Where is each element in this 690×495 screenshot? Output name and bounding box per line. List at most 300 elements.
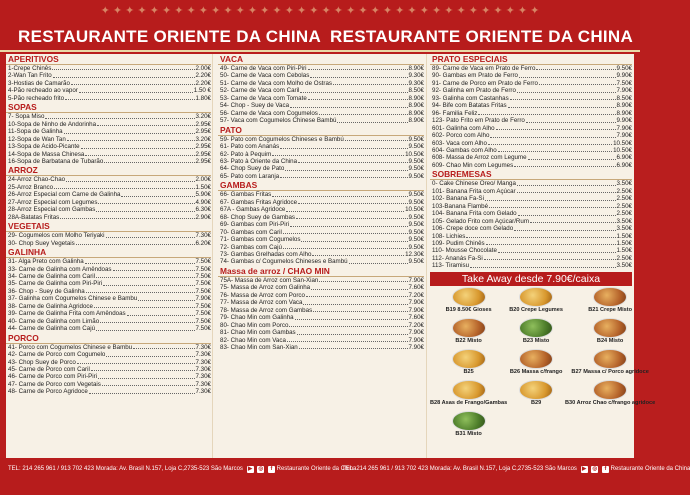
menu-item: [6, 344, 211, 351]
dot-leader: [466, 233, 615, 238]
item-price: 10.50€: [613, 139, 632, 147]
item-price: 9.50€: [408, 135, 424, 143]
item-name: 35- Carne de Galinha com Piri-Piri: [8, 280, 103, 288]
dot-leader: [337, 117, 407, 122]
item-price: 4.90€: [195, 198, 211, 206]
item-name: 54- Chop - Suey de Vaca: [220, 102, 290, 110]
menu-item: [430, 180, 632, 187]
menu-item: [6, 280, 211, 287]
instagram-icon[interactable]: ◎: [592, 466, 598, 472]
dot-leader: [113, 266, 195, 271]
item-name: 110- Mousse Chocolate: [432, 247, 497, 255]
dot-leader: [71, 80, 195, 85]
dot-leader: [539, 80, 616, 85]
item-price: 2.20€: [195, 79, 211, 87]
dot-leader: [536, 65, 615, 70]
item-name: 94- Bife com Batatas Fritas: [432, 102, 507, 110]
section-heading: APERITIVOS: [6, 55, 211, 65]
menu-item: [6, 65, 211, 72]
facebook-icon[interactable]: f: [268, 466, 275, 473]
item-price: 8.90€: [408, 94, 424, 102]
menu-item: [218, 110, 424, 117]
dot-leader: [66, 176, 194, 181]
dot-leader: [489, 203, 615, 208]
item-price: 1.50 €: [193, 87, 211, 95]
item-price: 2.50€: [616, 210, 632, 218]
youtube-icon[interactable]: ▶: [581, 466, 587, 472]
menu-item: [218, 221, 424, 228]
dot-leader: [301, 236, 407, 241]
dot-leader: [102, 381, 195, 386]
item-name: 73- Gambas Grelhadas com Alho: [220, 250, 312, 258]
photo-caption: B30 Arroz Chao c/frango agridoce: [565, 399, 656, 406]
menu-item: [430, 210, 632, 217]
dot-leader: [127, 310, 195, 315]
item-price: 1.50€: [616, 239, 632, 247]
dot-leader: [81, 143, 195, 148]
item-price: 3.50€: [616, 180, 632, 188]
item-name: 25-Arroz Branco: [8, 183, 54, 191]
dot-leader: [290, 221, 407, 226]
dot-leader: [349, 258, 408, 263]
item-name: 68- Chop Suey de Gambas: [220, 213, 295, 221]
takeaway-photo: [509, 287, 563, 317]
dot-leader: [498, 247, 616, 252]
item-price: 8.90€: [408, 65, 424, 72]
contact-text: TEL: 214 265 961 / 913 702 423 Morada: Av. Brasil N.157, Loja C,2735-523 São Marcos: [342, 466, 577, 472]
menu-item: [6, 388, 211, 395]
dot-leader: [299, 344, 408, 349]
item-name: 45- Carne de Porco com Caril: [8, 365, 90, 373]
item-name: 26-Arroz Especial com Carne de Galinha: [8, 191, 121, 199]
menu-item: [430, 72, 632, 79]
item-price: 7.20€: [408, 321, 424, 329]
menu-item: [6, 359, 211, 366]
item-price: 7.90€: [408, 329, 424, 337]
takeaway-photo: [430, 287, 507, 317]
dot-leader: [478, 110, 615, 115]
item-name: 67A - Gambas Agridoce: [220, 206, 286, 214]
item-name: 16-Sopa de Barbatana de Tubarão: [8, 157, 104, 165]
dot-leader: [94, 303, 195, 308]
section-heading: Massa de arroz / CHAO MIN: [218, 267, 424, 277]
food-image: [519, 380, 553, 400]
item-price: 7.90€: [408, 306, 424, 314]
item-name: 33- Carne de Galinha com Amêndoas: [8, 265, 112, 273]
item-price: 8.90€: [408, 117, 424, 125]
dot-leader: [488, 140, 612, 145]
item-name: 37- Galinha com Cogumelos Chinese e Bambu: [8, 295, 138, 303]
menu-item: [430, 125, 632, 132]
item-price: 7.90€: [408, 299, 424, 307]
item-price: 2.95€: [195, 157, 211, 165]
dot-leader: [67, 136, 195, 141]
photo-caption: B23 Misto: [522, 337, 550, 344]
item-price: 1.50€: [616, 232, 632, 240]
menu-item: [6, 151, 211, 158]
item-name: 40- Carne de Galinha com Limão: [8, 317, 100, 325]
dot-leader: [272, 191, 407, 196]
item-name: 67- Gambas Fritas Agridoce: [220, 198, 298, 206]
dot-leader: [85, 151, 194, 156]
dot-leader: [96, 325, 195, 330]
dot-leader: [280, 143, 407, 148]
header: [0, 0, 640, 52]
food-image: [519, 318, 553, 338]
item-price: 7.50€: [195, 310, 211, 318]
item-price: 9.50€: [616, 65, 632, 72]
item-name: 75A- Massa de Arroz com San-Xian: [220, 276, 319, 284]
item-price: 9.50€: [408, 165, 424, 173]
facebook-icon[interactable]: f: [602, 466, 609, 473]
item-price: 9.50€: [408, 236, 424, 244]
item-name: 608- Massa de Arroz com Legume: [432, 154, 527, 162]
item-price: 8.90€: [616, 109, 632, 117]
takeaway-photo: [430, 411, 507, 441]
item-name: 42- Carne de Porco com Cogumelo: [8, 351, 106, 359]
dot-leader: [79, 87, 193, 92]
item-name: 92- Galinha em Prato de Ferro: [432, 87, 516, 95]
item-price: 2.95€: [195, 120, 211, 128]
item-price: 7.50€: [195, 325, 211, 333]
menu-item: [6, 143, 211, 150]
menu-item: [6, 158, 211, 165]
item-price: 9.90€: [616, 72, 632, 80]
item-price: 7.50€: [195, 302, 211, 310]
item-name: 1-Crepe Chinês: [8, 65, 52, 72]
food-image: [452, 349, 486, 369]
item-name: 104- Banana Frita com Gelado: [432, 210, 517, 218]
menu-item: [218, 136, 424, 143]
dot-leader: [295, 314, 408, 319]
menu-item: [6, 87, 211, 94]
menu-item: [218, 158, 424, 165]
photo-caption: B29: [530, 399, 542, 406]
menu-page: [6, 54, 656, 458]
item-price: 7.30€: [195, 373, 211, 381]
menu-item: [6, 199, 211, 206]
menu-column-left: [6, 54, 211, 396]
item-name: 93- Galinha com Castanhas: [432, 94, 509, 102]
dot-leader: [65, 95, 194, 100]
item-name: 30- Chop Suey Vegetais: [8, 239, 75, 247]
youtube-icon[interactable]: ▶: [247, 466, 253, 472]
dot-leader: [285, 165, 407, 170]
menu-item: [6, 366, 211, 373]
menu-item: [6, 266, 211, 273]
section-heading: PATO: [218, 126, 424, 136]
item-name: 89- Carne de Vaca em Prato de Ferro: [432, 65, 536, 72]
item-price: 6.20€: [195, 239, 211, 247]
item-name: 106- Crepe doce com Gelado: [432, 225, 514, 233]
item-price: 7.30€: [195, 388, 211, 396]
dot-leader: [496, 125, 616, 130]
menu-item: [218, 214, 424, 221]
item-price: 7.50€: [195, 258, 211, 266]
item-name: 0- Cake Chinese Oreo/ Manga: [432, 180, 516, 188]
item-name: 604- Gambas com Alho: [432, 146, 497, 154]
menu-item: [430, 233, 632, 240]
dot-leader: [296, 214, 408, 219]
menu-item: [430, 102, 632, 109]
item-name: 62- Pato à Pequim: [220, 150, 272, 158]
menu-item: [6, 295, 211, 302]
footer-contact-right: [342, 466, 690, 473]
item-price: 2.20€: [195, 72, 211, 80]
dot-leader: [77, 359, 195, 364]
menu-item: [430, 132, 632, 139]
menu-item: [218, 229, 424, 236]
item-price: 2.50€: [616, 187, 632, 195]
item-name: 70- Gambas com Caril: [220, 228, 282, 236]
dot-leader: [517, 188, 616, 193]
item-price: 9.50€: [408, 143, 424, 151]
item-name: 7- Sopa Miso: [8, 113, 45, 121]
item-price: 3.50€: [616, 217, 632, 225]
item-name: 38- Carne de Galinha Agridoce: [8, 302, 93, 310]
dot-leader: [100, 318, 194, 323]
item-price: 7.90€: [195, 295, 211, 303]
section-heading: GALINHA: [6, 248, 211, 258]
item-name: 59- Pato com Cogumelos Chineses e Bambú: [220, 135, 344, 143]
dot-leader: [60, 214, 194, 219]
takeaway-photo: [509, 318, 563, 348]
item-name: 46- Carne de Porco com Piri-Piri: [8, 373, 98, 381]
dot-leader: [286, 206, 404, 211]
item-name: 44- Carne de Galinha com Cajú: [8, 325, 96, 333]
menu-item: [6, 206, 211, 213]
item-price: 9.50€: [408, 213, 424, 221]
menu-item: [6, 240, 211, 247]
item-price: 8.90€: [408, 102, 424, 110]
menu-item: [6, 121, 211, 128]
food-image: [452, 411, 486, 431]
item-name: 83- Chao Min com San-Xian: [220, 343, 298, 351]
item-name: 10-Sopa de Ninho de Andorinha: [8, 120, 97, 128]
dot-leader: [98, 199, 194, 204]
menu-item: [218, 87, 424, 94]
food-image: [593, 349, 627, 369]
item-name: 47- Carne de Porco com Vegetais: [8, 380, 101, 388]
item-price: 9.50€: [408, 221, 424, 229]
dot-leader: [290, 102, 407, 107]
item-price: 7.60€: [408, 284, 424, 292]
item-name: 112- Ananás Fa-Si: [432, 254, 483, 262]
section-heading: VEGETAIS: [6, 222, 211, 232]
food-image: [593, 318, 627, 338]
photo-caption: B24 Misto: [596, 337, 624, 344]
menu-item: [430, 110, 632, 117]
dot-leader: [319, 277, 407, 282]
section-heading: SOBREMESAS: [430, 170, 632, 180]
menu-item: [6, 72, 211, 79]
ornament-border: ✦ ✦ ✦ ✦ ✦ ✦ ✦ ✦ ✦ ✦ ✦ ✦ ✦ ✦ ✦ ✦ ✦ ✦ ✦ ✦ ✦ ✦ ✦ ✦ ✦ ✦ ✦ ✦ ✦ ✦ ✦ ✦ ✦ ✦ ✦ ✦: [100, 5, 540, 17]
social-handle: Restaurante Oriente da China: [276, 466, 357, 472]
menu-item: [6, 381, 211, 388]
menu-item: [218, 72, 424, 79]
dot-leader: [514, 225, 615, 230]
item-price: 7.50€: [195, 317, 211, 325]
dot-leader: [45, 113, 194, 118]
item-price: 3.20€: [195, 113, 211, 121]
dot-leader: [519, 72, 616, 77]
dot-leader: [297, 329, 408, 334]
photo-caption: B28 Asas de Frango/Gambas: [430, 399, 508, 406]
item-name: 53- Carne de Vaca com Tomate: [220, 94, 307, 102]
item-name: 75- Massa de Arroz com Galinha: [220, 284, 311, 292]
menu-item: [430, 247, 632, 254]
item-price: 7.50€: [195, 280, 211, 288]
item-price: 9.50€: [408, 191, 424, 199]
item-name: 74- Gambas c/ Cogumelos Chineses e Bambú: [220, 258, 348, 266]
item-price: 9.30€: [408, 72, 424, 80]
dot-leader: [313, 307, 407, 312]
item-price: 7.50€: [195, 272, 211, 280]
item-price: 7.30€: [195, 380, 211, 388]
item-name: 14-Sopa de Massa Chinesa: [8, 150, 85, 158]
menu-item: [218, 277, 424, 284]
menu-item: [430, 195, 632, 202]
menu-item: [6, 95, 211, 102]
dot-leader: [526, 117, 616, 122]
dot-leader: [300, 87, 407, 92]
item-name: 41- Porco com Cogumelos Chinese e Bambu: [8, 343, 133, 351]
item-price: 7.50€: [616, 79, 632, 87]
item-price: 2.90€: [195, 213, 211, 221]
item-name: 52- Carne de Vaca com Caril: [220, 87, 300, 95]
dot-leader: [280, 173, 407, 178]
menu-item: [430, 65, 632, 72]
item-price: 5.90€: [195, 191, 211, 199]
menu-item: [430, 218, 632, 225]
food-image: [452, 287, 486, 307]
dot-leader: [311, 284, 407, 289]
item-name: 103-Banana Flambé: [432, 202, 489, 210]
food-image: [452, 380, 486, 400]
takeaway-photo: [565, 349, 655, 379]
instagram-icon[interactable]: ◎: [258, 466, 264, 472]
menu-item: [430, 240, 632, 247]
menu-item: [430, 147, 632, 154]
dot-leader: [96, 206, 194, 211]
takeaway-photo: [430, 318, 507, 348]
menu-item: [430, 80, 632, 87]
column-divider: [212, 54, 213, 458]
item-name: 63- Pato à Oriente da China: [220, 157, 298, 165]
dot-leader: [86, 288, 195, 293]
menu-item: [430, 140, 632, 147]
item-price: 7.50€: [195, 287, 211, 295]
section-heading: GAMBAS: [218, 181, 424, 191]
item-name: 61- Pato com Ananás: [220, 143, 280, 151]
item-price: 2.50€: [616, 195, 632, 203]
dot-leader: [96, 273, 195, 278]
item-price: 1.80€: [195, 94, 211, 102]
item-price: 9.30€: [408, 79, 424, 87]
item-name: 4-Pão recheado ao vapor: [8, 87, 78, 95]
item-price: 7.30€: [195, 365, 211, 373]
item-price: 2.00€: [195, 65, 211, 72]
menu-item: [218, 151, 424, 158]
dot-leader: [528, 154, 616, 159]
food-image: [593, 287, 627, 307]
item-price: 7.90€: [408, 336, 424, 344]
food-image: [593, 380, 627, 400]
item-name: 108- Lichies: [432, 232, 466, 240]
dot-leader: [54, 184, 194, 189]
dot-leader: [289, 322, 407, 327]
item-price: 10.50€: [613, 146, 632, 154]
item-name: 105- Gelado Frito com Açúcar/Rum: [432, 217, 529, 225]
photo-caption: B25: [463, 368, 474, 375]
menu-item: [218, 307, 424, 314]
menu-item: [6, 136, 211, 143]
item-name: 78- Massa de Arroz com Gambas: [220, 306, 313, 314]
food-image: [452, 318, 486, 338]
item-price: 1.50€: [195, 183, 211, 191]
dot-leader: [106, 232, 195, 237]
item-name: 66- Gambas Fritas: [220, 191, 272, 199]
item-price: 9.50€: [408, 258, 424, 266]
dot-leader: [133, 344, 194, 349]
photo-caption: B31 Misto: [455, 430, 482, 437]
menu-item: [6, 325, 211, 332]
section-heading: ARROZ: [6, 166, 211, 176]
menu-column-right: [430, 54, 656, 441]
item-name: 82- Chao Min com Vaca: [220, 336, 286, 344]
item-name: 57- Vaca com Cogumelos Chinese Bambú: [220, 117, 337, 125]
item-price: 9.50€: [408, 198, 424, 206]
food-image: [519, 349, 553, 369]
item-price: 9.50€: [408, 172, 424, 180]
item-name: 11-Sopa de Galinha: [8, 128, 63, 136]
dot-leader: [486, 240, 616, 245]
item-price: 10.50€: [405, 206, 424, 214]
dot-leader: [91, 366, 195, 371]
menu-item: [218, 284, 424, 291]
item-name: 81- Chao Min com Gambas: [220, 329, 296, 337]
photo-caption: B22 Misto: [455, 337, 482, 344]
menu-item: [6, 232, 211, 239]
item-name: 12-Sopa de Wan Tan: [8, 135, 66, 143]
dot-leader: [76, 240, 195, 245]
item-price: 2.95€: [195, 128, 211, 136]
item-name: 27-Arroz Especial com Legumes: [8, 198, 98, 206]
menu-item: [6, 191, 211, 198]
menu-item: [218, 165, 424, 172]
item-price: 9.50€: [408, 243, 424, 251]
item-price: 7.30€: [195, 358, 211, 366]
dot-leader: [310, 72, 407, 77]
dot-leader: [514, 162, 615, 167]
dot-leader: [298, 199, 407, 204]
menu-item: [6, 351, 211, 358]
item-price: 7.90€: [408, 343, 424, 351]
item-name: 3-Hostias de Camarão: [8, 79, 70, 87]
item-name: 113- Tiramisu: [432, 262, 470, 270]
item-name: 5-Pão recheado frito: [8, 94, 65, 102]
item-name: 51- Carne de Vaca com Molho de Ostras: [220, 79, 332, 87]
menu-item: [218, 65, 424, 72]
menu-item: [218, 95, 424, 102]
item-name: 39- Carne de Galinha Frita com Amêndoas: [8, 310, 126, 318]
menu-item: [430, 262, 632, 269]
item-name: 24-Arroz Chao-Chao: [8, 176, 66, 184]
item-name: 2-Wan Tan Frito: [8, 72, 52, 80]
dot-leader: [470, 262, 615, 267]
dot-leader: [498, 147, 612, 152]
menu-item: [218, 344, 424, 351]
